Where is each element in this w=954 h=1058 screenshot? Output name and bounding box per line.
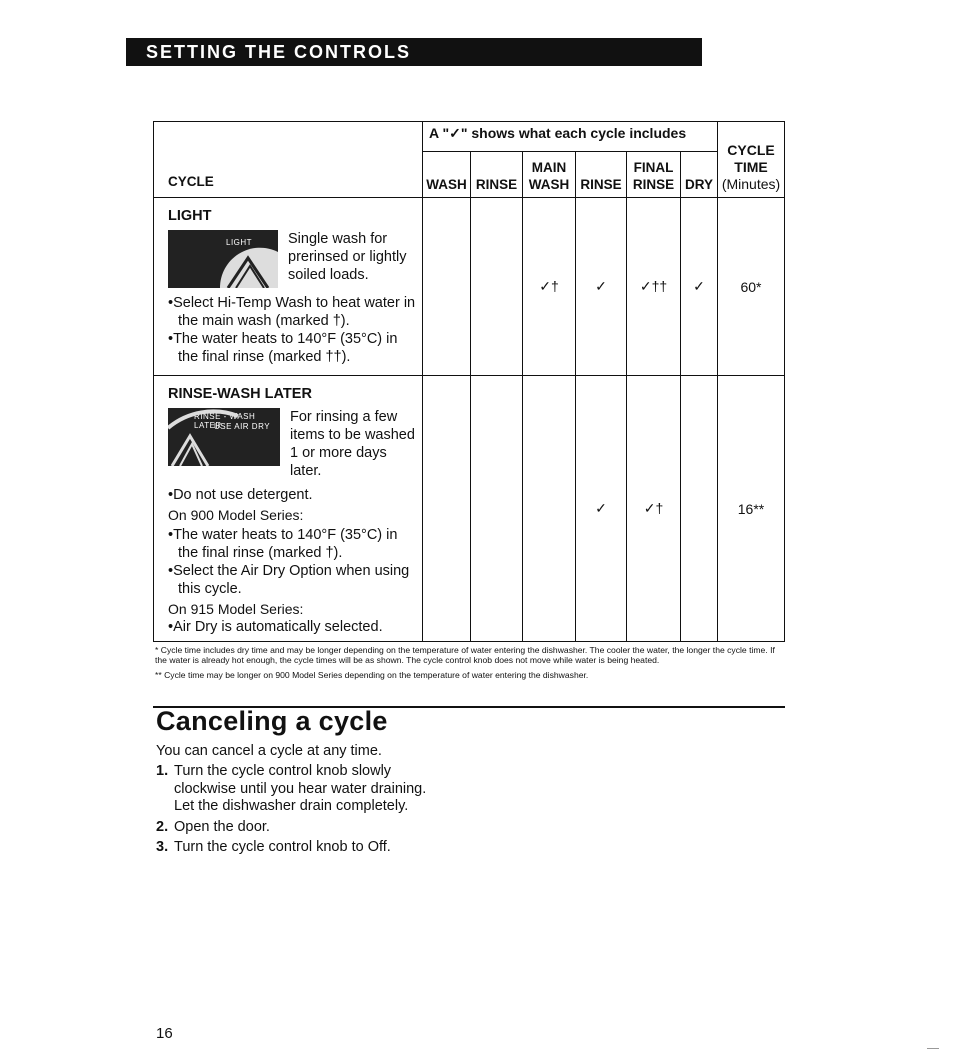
check-cell: ✓†† xyxy=(627,198,681,376)
check-cell: ✓† xyxy=(523,198,576,376)
light-knob-image xyxy=(168,230,278,288)
section-intro: You can cancel a cycle at any time. xyxy=(156,743,382,759)
model-series-label: On 900 Model Series: xyxy=(168,507,304,523)
step-item xyxy=(156,763,446,816)
col-header-final-rinse: FINAL RINSE xyxy=(627,152,681,198)
cycle-time-value: 60* xyxy=(718,198,785,376)
cycle-note: • The water heats to 140°F (35°C) in the final rinse (marked †). xyxy=(168,526,416,562)
cycle-description: Single wash for prerinsed or lightly soiled loads. xyxy=(288,231,407,283)
check-cell xyxy=(681,376,718,642)
step-number: 2. xyxy=(156,818,169,835)
col-header-rinse: RINSE xyxy=(471,152,523,198)
cycle-time-header-line2: TIME xyxy=(734,159,768,175)
footnotes xyxy=(155,645,780,680)
cycle-note: • Do not use detergent. xyxy=(168,486,416,504)
step-text: Turn the cycle control knob to Off. xyxy=(174,839,391,855)
step-number: 3. xyxy=(156,839,169,855)
col-header-rinse-2: RINSE xyxy=(576,152,627,198)
footnote-double-star: ** Cycle time may be longer on 900 Model Series depending on the temperature of water entering the dishwasher. xyxy=(155,670,589,680)
cycle-cell-rinse-wash-later xyxy=(154,376,423,642)
checkmark-legend: A "✓" shows what each cycle includes xyxy=(423,122,718,152)
check-cell: ✓ xyxy=(576,376,627,642)
steps-list xyxy=(156,763,446,860)
model-series-label: On 915 Model Series: xyxy=(168,601,304,617)
table-row-light xyxy=(154,198,785,376)
step-number: 1. xyxy=(156,763,169,779)
cycle-column-header: CYCLE xyxy=(154,122,423,198)
cycle-name: LIGHT xyxy=(168,208,212,224)
section-heading: Canceling a cycle xyxy=(156,706,388,736)
check-cell: ✓ xyxy=(576,198,627,376)
check-cell xyxy=(423,198,471,376)
cycle-note: • The water heats to 140°F (35°C) in the final rinse (marked ††). xyxy=(168,330,416,366)
check-cell: ✓ xyxy=(681,198,718,376)
check-cell xyxy=(471,376,523,642)
col-header-wash: WASH xyxy=(423,152,471,198)
col-header-main-wash: MAIN WASH xyxy=(523,152,576,198)
page-number: 16 xyxy=(156,1025,173,1042)
cycle-table xyxy=(153,121,785,642)
knob-label: RINSE - WASH LATER xyxy=(194,412,256,430)
knob-label-air-dry: USE AIR DRY xyxy=(214,422,271,431)
knob-label: LIGHT xyxy=(226,238,253,247)
knob-dial-icon xyxy=(168,230,278,288)
cycle-cell-light xyxy=(154,198,423,376)
step-text: Open the door. xyxy=(174,818,270,835)
check-cell xyxy=(471,198,523,376)
step-text: Turn the cycle control knob slowly clockwise until you hear water draining. Let the dishwasher drain completely. xyxy=(174,763,427,814)
section-banner: SETTING THE CONTROLS xyxy=(126,38,702,66)
cycle-note: • Select the Air Dry Option when using this cycle. xyxy=(168,562,416,598)
step-item xyxy=(156,839,446,857)
cycle-time-header-unit: (Minutes) xyxy=(721,176,781,192)
cycle-time-header xyxy=(718,122,785,198)
table-row-rinse-wash-later xyxy=(154,376,785,642)
check-cell xyxy=(423,376,471,642)
knob-dial-icon xyxy=(168,408,280,466)
cycle-note: • Air Dry is automatically selected. xyxy=(168,618,416,636)
cycle-description: For rinsing a few items to be washed 1 or more days later. xyxy=(290,409,415,479)
cycle-time-value: 16** xyxy=(718,376,785,642)
check-cell: ✓† xyxy=(627,376,681,642)
cycle-time-header-line1: CYCLE xyxy=(727,142,775,158)
col-header-dry: DRY xyxy=(681,152,718,198)
corner-mark xyxy=(927,1048,939,1049)
footnote-star: * Cycle time includes dry time and may be longer depending on the temperature of water entering the dishwasher. The cooler the water, the longer the cycle time. If the water is already hot enough, the cycle times will be as shown. The cycle control knob does not move while water is being heated. xyxy=(155,645,775,665)
rinse-knob-image xyxy=(168,408,280,466)
step-item xyxy=(156,819,446,837)
check-cell xyxy=(523,376,576,642)
cycle-note: • Select Hi-Temp Wash to heat water in the main wash (marked †). xyxy=(168,294,416,330)
cycle-name: RINSE-WASH LATER xyxy=(168,386,312,402)
